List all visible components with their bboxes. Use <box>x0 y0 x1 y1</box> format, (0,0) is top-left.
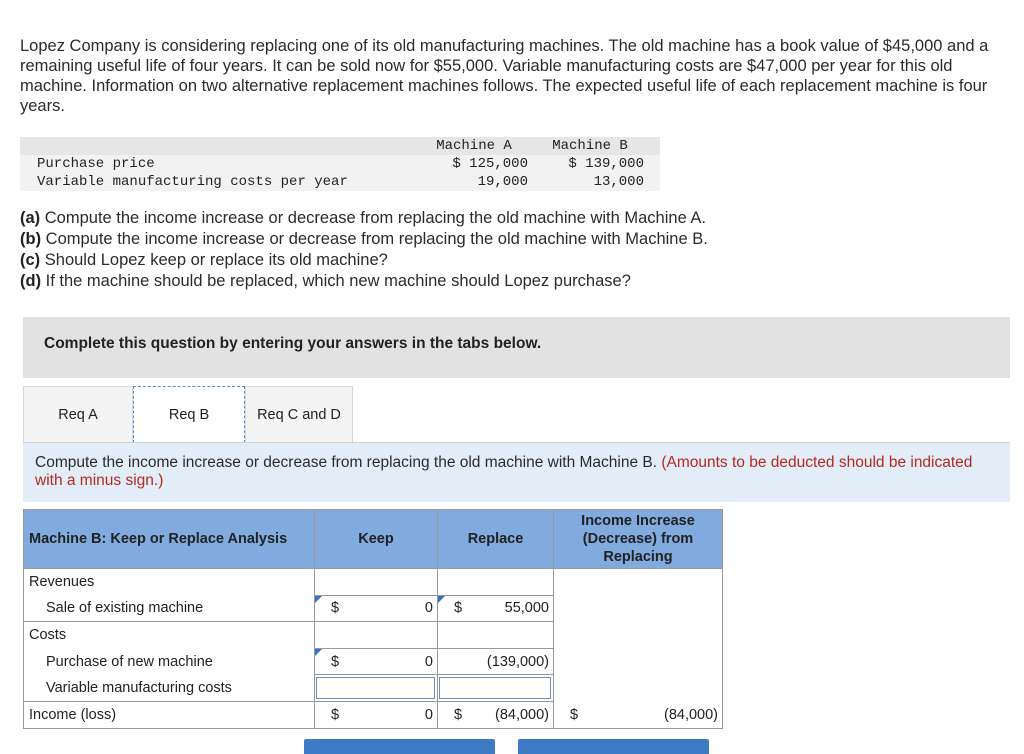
problem-statement <box>20 36 1024 116</box>
question-d: (d) If the machine should be replaced, which new machine should Lopez purchase? <box>20 272 631 290</box>
problem-line: remaining useful life of four years. It can be sold now for $55,000. Variable manufacturing costs are $47,000 per year for this old <box>20 57 953 75</box>
instruction-banner <box>23 317 1010 378</box>
input-flag-icon <box>315 596 322 603</box>
table-row: Purchase price $ 125,000 $ 139,000 <box>20 155 660 173</box>
next-button[interactable] <box>518 739 709 754</box>
table-row: Variable manufacturing costs per year 19,000 13,000 <box>20 173 660 191</box>
problem-line: Lopez Company is considering replacing one of its old manufacturing machines. The old machine has a book value of $45,000 and a <box>20 37 989 55</box>
question-b: (b) Compute the income increase or decrease from replacing the old machine with Machine B. <box>20 230 708 248</box>
income-keep-value: 0 <box>424 706 433 723</box>
income-increase-value: (84,000) <box>663 706 718 723</box>
tab-req-b[interactable]: Req B <box>133 386 245 443</box>
table-row: Revenues <box>24 569 723 596</box>
sale-keep-input[interactable]: 0 <box>424 600 433 617</box>
machine-b-header: Machine B <box>536 137 660 155</box>
prev-button[interactable] <box>304 739 495 754</box>
income-replace-value: (84,000) <box>494 706 549 723</box>
tab-req-a[interactable]: Req A <box>23 386 133 443</box>
analysis-title-header: Machine B: Keep or Replace Analysis <box>24 510 315 569</box>
sale-replace-input[interactable]: 55,000 <box>504 600 549 617</box>
table-row: Costs <box>24 622 723 649</box>
tab-instruction: Compute the income increase or decrease from replacing the old machine with Machine B. (Amounts to be deducted should be indicated with a minus sign.) <box>23 443 1010 502</box>
purchase-replace-input[interactable]: (139,000) <box>486 653 549 670</box>
minus-sign-note: (Amounts to be deducted should be indicated with a minus sign.) <box>35 454 973 489</box>
variable-keep-input[interactable] <box>316 677 435 699</box>
machine-a-header: Machine A <box>420 137 536 155</box>
problem-line: years. <box>20 97 65 115</box>
tab-req-c-and-d[interactable]: Req C and D <box>245 386 353 443</box>
purchase-keep-input[interactable]: 0 <box>424 653 433 670</box>
keep-header: Keep <box>315 510 438 569</box>
problem-line: machine. Information on two alternative replacement machines follows. The expected useful life of each replacement machine is four <box>20 77 988 95</box>
income-increase-header: Income Increase (Decrease) from Replacing <box>554 510 723 569</box>
table-row: Income (loss) $ 0 $ (84,000) $ (84,000) <box>24 701 723 728</box>
instruction-text: Complete this question by entering your answers in the tabs below. <box>44 335 542 352</box>
question-list <box>20 208 708 292</box>
table-row: Variable manufacturing costs <box>24 675 723 702</box>
table-row: Sale of existing machine $ 0 $ 55,000 <box>24 595 723 622</box>
input-flag-icon <box>438 596 445 603</box>
table-row: Purchase of new machine $ 0 (139,000) <box>24 648 723 675</box>
input-flag-icon <box>315 649 322 656</box>
question-c: (c) Should Lopez keep or replace its old machine? <box>20 251 388 269</box>
keep-replace-analysis-table <box>23 509 723 729</box>
machine-info-table <box>20 137 660 191</box>
replace-header: Replace <box>438 510 554 569</box>
variable-replace-input[interactable] <box>439 677 551 699</box>
question-a: (a) Compute the income increase or decrease from replacing the old machine with Machine A. <box>20 209 707 227</box>
